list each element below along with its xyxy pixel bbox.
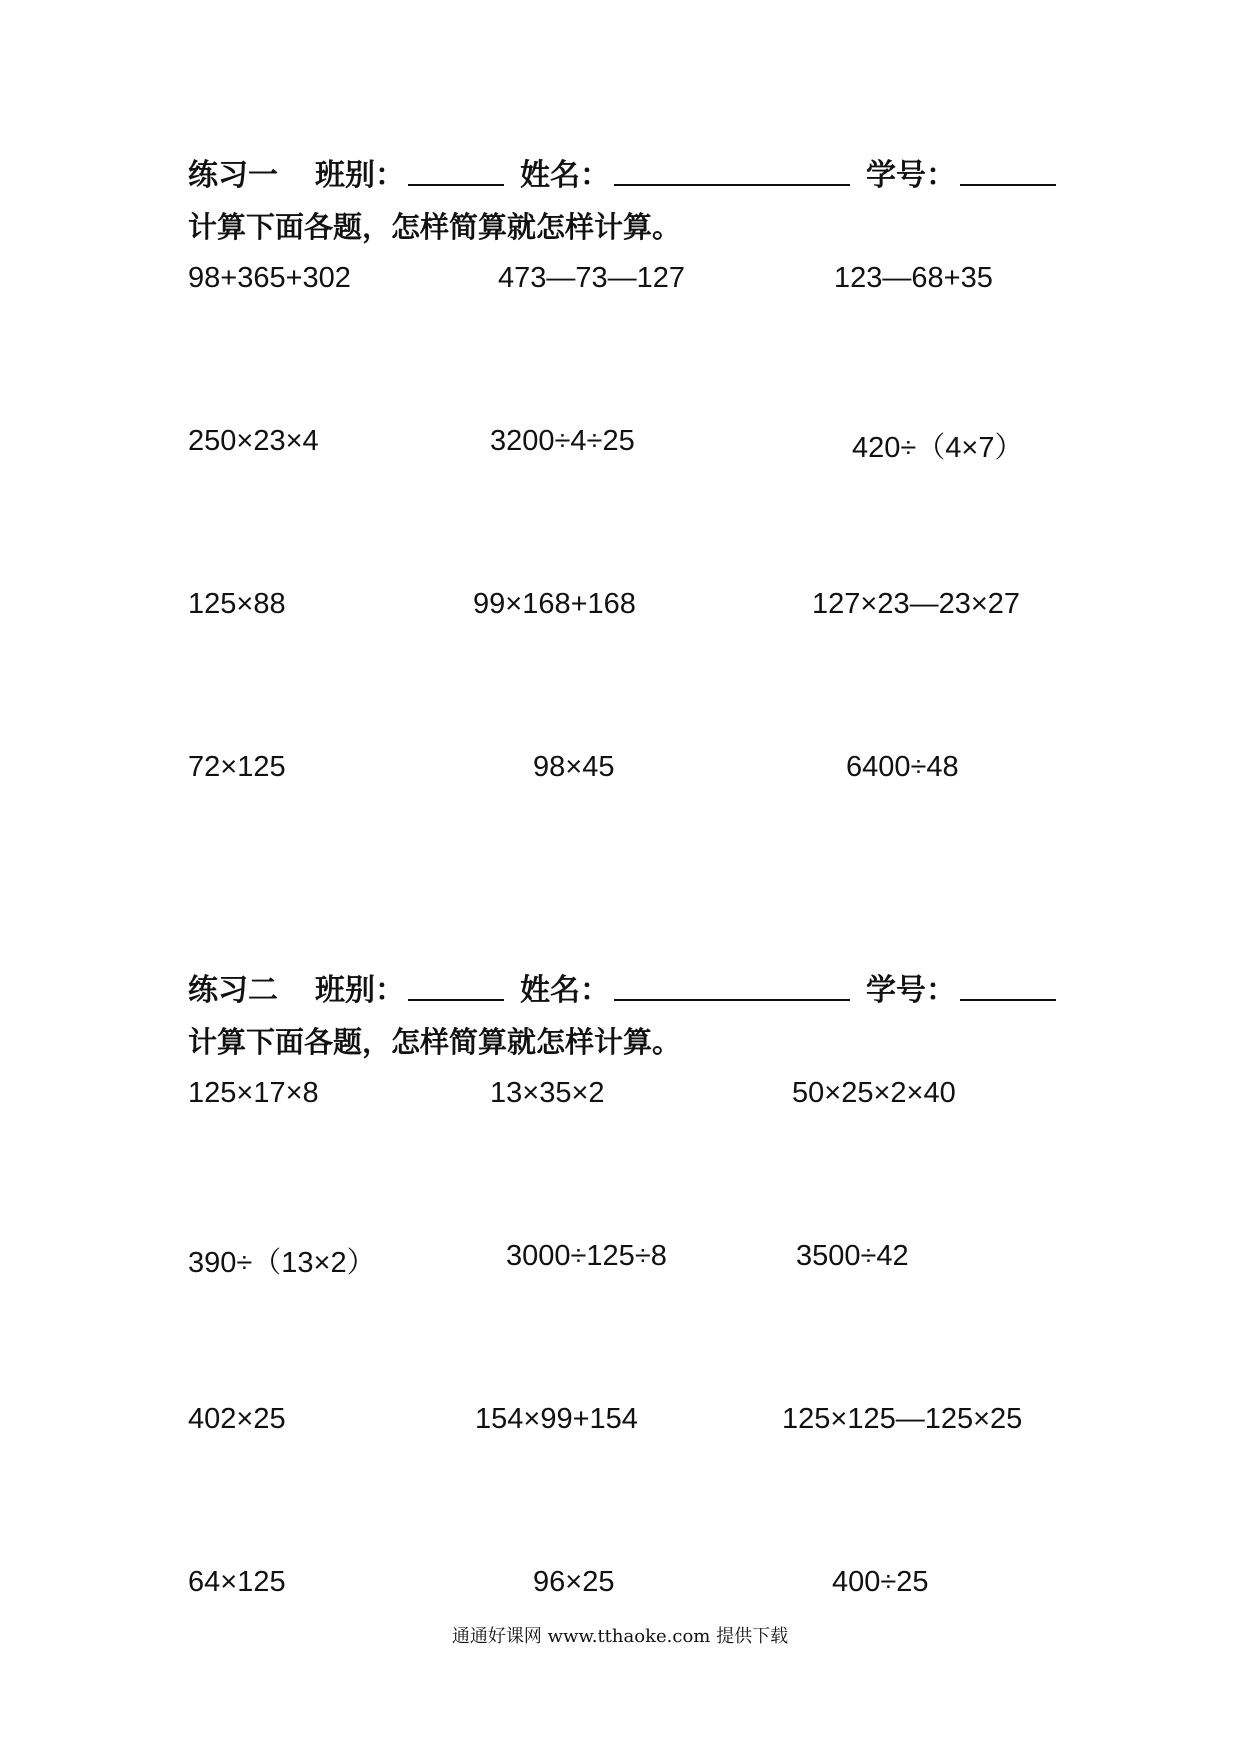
problem: 125×88	[188, 588, 286, 620]
student-id-label: 学号：	[866, 158, 956, 193]
student-id-label: 学号：	[866, 973, 956, 1008]
problem: 125×125—125×25	[782, 1403, 1023, 1435]
footer-credit: 通通好课网 www.tthaoke.com 提供下载	[451, 1626, 789, 1647]
student-id-blank[interactable]	[960, 999, 1056, 1001]
instruction: 计算下面各题，怎样简算就怎样计算。	[188, 1025, 682, 1059]
name-label: 姓名：	[520, 973, 610, 1008]
problem: 72×125	[188, 751, 286, 783]
problem: 13×35×2	[490, 1077, 605, 1109]
class-label: 班别：	[315, 158, 405, 193]
problem: 6400÷48	[846, 751, 959, 783]
problem: 3000÷125÷8	[506, 1240, 667, 1272]
problem: 127×23—23×27	[812, 588, 1021, 620]
exercise-title: 练习二	[188, 973, 278, 1008]
problem: 99×168+168	[473, 588, 636, 620]
problem: 64×125	[188, 1566, 286, 1598]
problem: 123—68+35	[834, 262, 993, 294]
problem: 3500÷42	[796, 1240, 909, 1272]
problem: 390÷（13×2）	[188, 1247, 376, 1279]
problem: 125×17×8	[188, 1077, 319, 1109]
name-blank[interactable]	[614, 999, 850, 1001]
class-label: 班别：	[315, 973, 405, 1008]
problem: 250×23×4	[188, 425, 319, 457]
class-blank[interactable]	[408, 999, 504, 1001]
problem: 98+365+302	[188, 262, 351, 294]
problem: 154×99+154	[475, 1403, 638, 1435]
problem: 50×25×2×40	[792, 1077, 956, 1109]
exercise-title: 练习一	[188, 158, 278, 193]
problem: 3200÷4÷25	[490, 425, 635, 457]
problem: 96×25	[533, 1566, 615, 1598]
problem: 400÷25	[832, 1566, 929, 1598]
instruction: 计算下面各题，怎样简算就怎样计算。	[188, 210, 682, 244]
problem: 402×25	[188, 1403, 286, 1435]
name-blank[interactable]	[614, 184, 850, 186]
student-id-blank[interactable]	[960, 184, 1056, 186]
problem: 98×45	[533, 751, 615, 783]
name-label: 姓名：	[520, 158, 610, 193]
problem: 473—73—127	[498, 262, 686, 294]
problem: 420÷（4×7）	[852, 432, 1024, 464]
class-blank[interactable]	[408, 184, 504, 186]
